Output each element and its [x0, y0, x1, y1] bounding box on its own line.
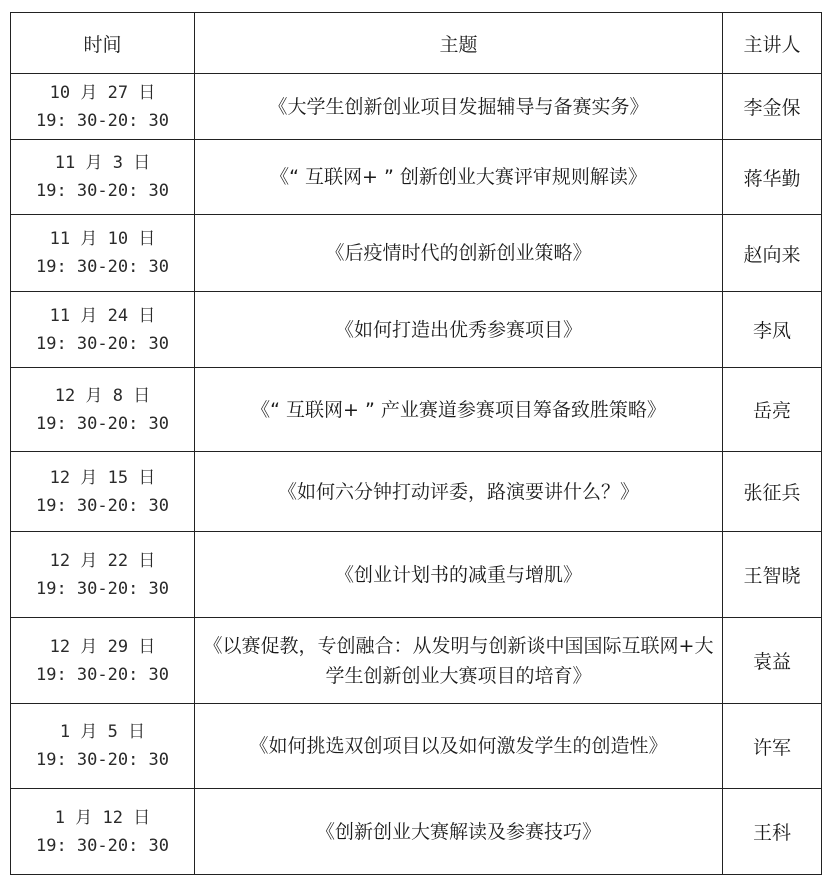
topic-cell: 《创新创业大赛解读及参赛技巧》 [195, 789, 723, 875]
session-date: 12 月 8 日 [54, 385, 151, 406]
speaker-cell: 许军 [723, 704, 822, 789]
header-topic: 主题 [195, 13, 723, 74]
session-hours: 19: 30-20: 30 [35, 750, 170, 770]
table-row [11, 292, 822, 368]
session-hours: 19: 30-20: 30 [35, 333, 170, 354]
speaker-cell: 李凤 [723, 292, 822, 368]
topic-cell: 《后疫情时代的创新创业策略》 [195, 215, 723, 292]
session-date: 10 月 27 日 [49, 82, 156, 103]
topic-cell: 《如何六分钟打动评委，路演要讲什么？》 [195, 452, 723, 532]
session-hours: 19: 30-20: 30 [35, 664, 170, 685]
session-hours: 19: 30-20: 30 [35, 578, 170, 599]
table-row [11, 368, 822, 452]
header-speaker: 主讲人 [723, 13, 822, 74]
schedule-table [10, 12, 822, 875]
topic-cell: 《如何打造出优秀参赛项目》 [195, 292, 723, 368]
table-row [11, 618, 822, 704]
table-row [11, 74, 822, 140]
topic-cell: 《如何挑选双创项目以及如何激发学生的创造性》 [195, 704, 723, 789]
time-cell [11, 704, 195, 789]
session-hours: 19: 30-20: 30 [35, 110, 170, 131]
speaker-cell: 岳亮 [723, 368, 822, 452]
speaker-cell: 王智晓 [723, 532, 822, 618]
session-hours: 19: 30-20: 30 [35, 413, 170, 434]
session-date: 12 月 15 日 [49, 467, 156, 488]
topic-cell: 《创业计划书的减重与增肌》 [195, 532, 723, 618]
session-date: 1 月 5 日 [59, 722, 146, 742]
table-row [11, 140, 822, 215]
time-cell [11, 292, 195, 368]
table-row [11, 452, 822, 532]
session-date: 12 月 22 日 [49, 550, 156, 571]
header-time: 时间 [11, 13, 195, 74]
time-cell [11, 368, 195, 452]
speaker-cell: 赵向来 [723, 215, 822, 292]
session-hours: 19: 30-20: 30 [35, 257, 170, 277]
session-date: 12 月 29 日 [49, 636, 156, 657]
time-cell [11, 140, 195, 215]
session-date: 1 月 12 日 [54, 807, 151, 828]
session-hours: 19: 30-20: 30 [35, 181, 170, 201]
topic-cell: 《“ 互联网+ ” 创新创业大赛评审规则解读》 [195, 140, 723, 215]
time-cell [11, 215, 195, 292]
table-row [11, 704, 822, 789]
topic-cell: 《“ 互联网+ ” 产业赛道参赛项目筹备致胜策略》 [195, 368, 723, 452]
time-cell [11, 618, 195, 704]
speaker-cell: 张征兵 [723, 452, 822, 532]
time-cell [11, 74, 195, 140]
table-row [11, 532, 822, 618]
session-date: 11 月 3 日 [54, 153, 151, 173]
topic-cell: 《大学生创新创业项目发掘辅导与备赛实务》 [195, 74, 723, 140]
header-row [11, 13, 822, 74]
session-date: 11 月 10 日 [49, 229, 156, 249]
speaker-cell: 李金保 [723, 74, 822, 140]
topic-cell: 《以赛促教，专创融合：从发明与创新谈中国国际互联网+大学生创新创业大赛项目的培育》 [195, 618, 723, 704]
speaker-cell: 袁益 [723, 618, 822, 704]
speaker-cell: 蒋华勤 [723, 140, 822, 215]
time-cell [11, 789, 195, 875]
table-row [11, 789, 822, 875]
table-row [11, 215, 822, 292]
time-cell [11, 532, 195, 618]
session-date: 11 月 24 日 [49, 305, 156, 326]
speaker-cell: 王科 [723, 789, 822, 875]
session-hours: 19: 30-20: 30 [35, 835, 170, 856]
session-hours: 19: 30-20: 30 [35, 495, 170, 516]
time-cell [11, 452, 195, 532]
